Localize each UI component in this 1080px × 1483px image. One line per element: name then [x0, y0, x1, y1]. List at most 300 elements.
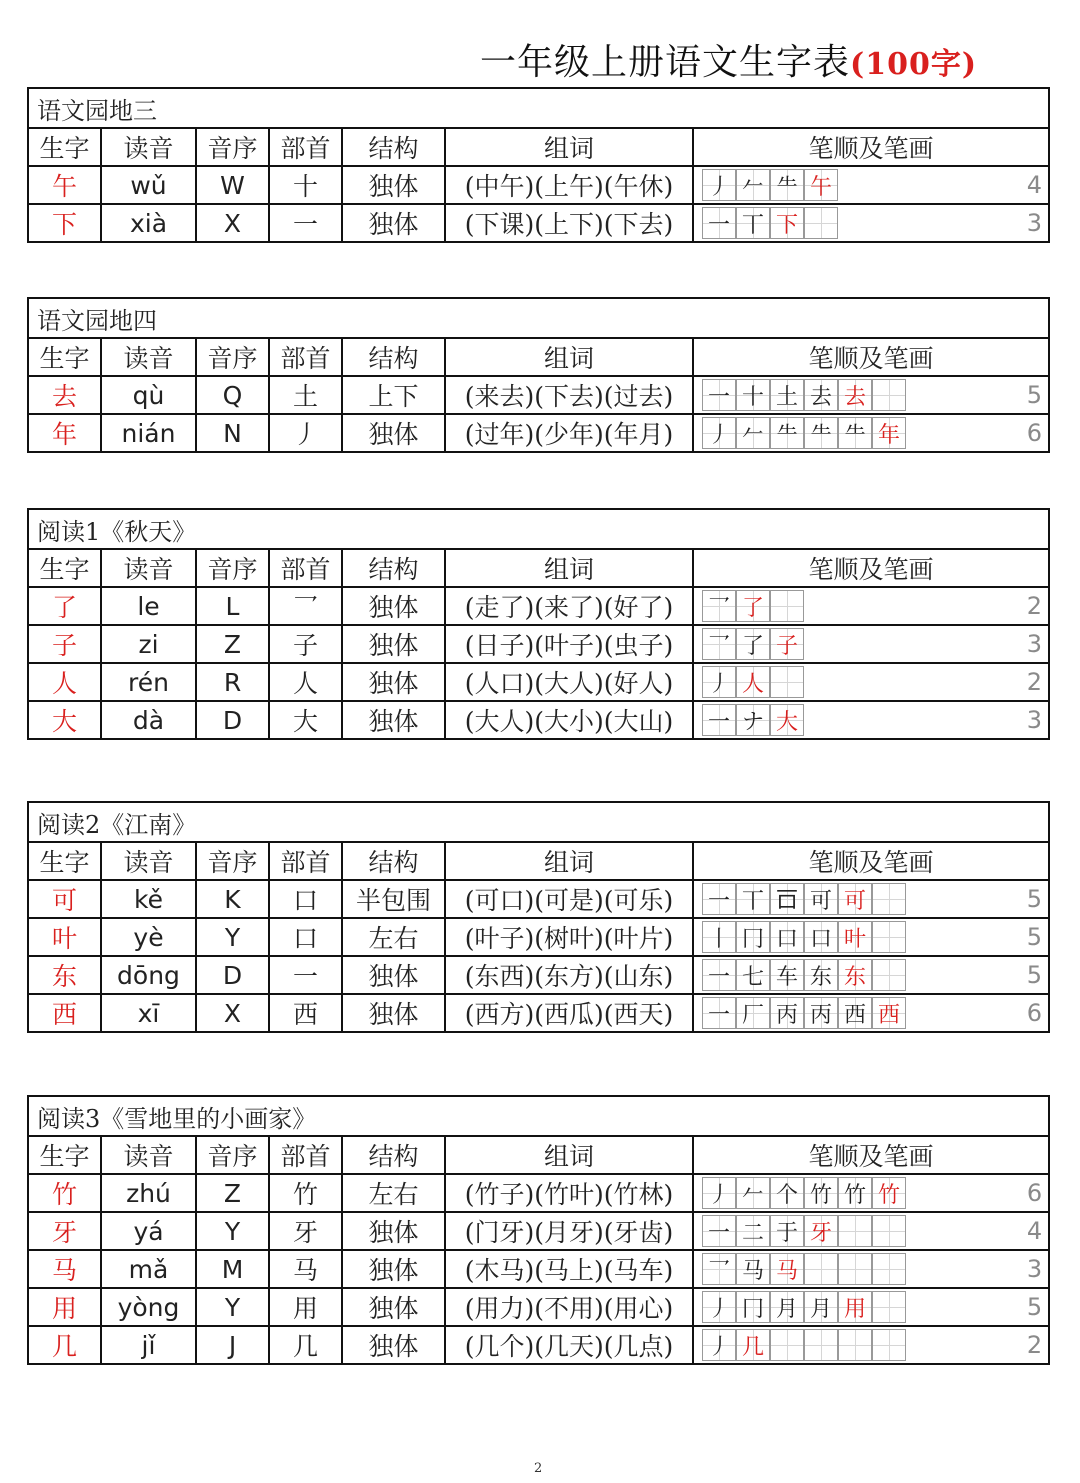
stroke-grid	[702, 1177, 906, 1209]
stroke-order	[693, 956, 1049, 994]
stroke-step	[872, 883, 906, 915]
stroke-step: 去	[838, 379, 872, 411]
column-header-char: 生字	[28, 842, 101, 880]
stroke-step	[770, 1329, 804, 1361]
column-header-char: 生字	[28, 549, 101, 587]
stroke-step: 去	[804, 379, 838, 411]
stroke-step: 竹	[804, 1177, 838, 1209]
stroke-step: 一	[702, 207, 736, 239]
stroke-step: 𠂉	[736, 1177, 770, 1209]
pinyin: qù	[101, 376, 196, 414]
stroke-step: 车	[770, 959, 804, 991]
phonetic-index: W	[196, 166, 269, 204]
column-header-strokes: 笔顺及笔画	[693, 1136, 1049, 1174]
pinyin: zhú	[101, 1174, 196, 1212]
column-header-index: 音序	[196, 549, 269, 587]
stroke-step: 丙	[770, 997, 804, 1029]
pinyin: xī	[101, 994, 196, 1032]
stroke-step: 了	[736, 590, 770, 622]
phonetic-index: K	[196, 880, 269, 918]
structure: 独体	[342, 1212, 445, 1250]
character: 马	[28, 1250, 101, 1288]
title-main: 一年级上册语文生字表	[480, 42, 851, 83]
character: 子	[28, 625, 101, 663]
stroke-step: 西	[872, 997, 906, 1029]
stroke-grid	[702, 921, 906, 953]
radical: 大	[269, 701, 342, 739]
column-header-char: 生字	[28, 338, 101, 376]
stroke-step: 用	[838, 1291, 872, 1323]
stroke-step: ⺧	[770, 169, 804, 201]
table-row	[28, 414, 1049, 452]
stroke-grid	[702, 590, 804, 622]
column-header-structure: 结构	[342, 549, 445, 587]
table-row	[28, 956, 1049, 994]
column-header-words: 组词	[445, 549, 693, 587]
table-row	[28, 204, 1049, 242]
stroke-count: 4	[1026, 171, 1043, 199]
stroke-step	[872, 1253, 906, 1285]
section-title: 语文园地三	[28, 88, 1049, 128]
stroke-step: 口	[804, 921, 838, 953]
stroke-step: 𠂉	[736, 169, 770, 201]
stroke-step: 竹	[838, 1177, 872, 1209]
phonetic-index: L	[196, 587, 269, 625]
radical: 土	[269, 376, 342, 414]
stroke-grid	[702, 997, 906, 1029]
stroke-order	[693, 625, 1049, 663]
stroke-step: 月	[770, 1291, 804, 1323]
character: 竹	[28, 1174, 101, 1212]
structure: 独体	[342, 587, 445, 625]
stroke-step	[804, 1253, 838, 1285]
character: 西	[28, 994, 101, 1032]
stroke-grid	[702, 1215, 906, 1247]
table-row	[28, 1250, 1049, 1288]
stroke-step: 几	[736, 1329, 770, 1361]
table-row	[28, 1288, 1049, 1326]
stroke-step: 冂	[736, 1291, 770, 1323]
structure: 独体	[342, 663, 445, 701]
column-header-pinyin: 读音	[101, 128, 196, 166]
stroke-step: 𠂉	[736, 417, 770, 449]
stroke-step: 丿	[702, 1291, 736, 1323]
stroke-step: 可	[804, 883, 838, 915]
pinyin: jǐ	[101, 1326, 196, 1364]
structure: 独体	[342, 701, 445, 739]
stroke-order	[693, 880, 1049, 918]
word-examples: (来去)(下去)(过去)	[445, 376, 693, 414]
character: 用	[28, 1288, 101, 1326]
phonetic-index: Y	[196, 1288, 269, 1326]
word-examples: (日子)(叶子)(虫子)	[445, 625, 693, 663]
stroke-step: 竹	[872, 1177, 906, 1209]
stroke-step: ナ	[736, 704, 770, 736]
stroke-step: 人	[736, 666, 770, 698]
character: 下	[28, 204, 101, 242]
pinyin: kě	[101, 880, 196, 918]
column-header-strokes: 笔顺及笔画	[693, 338, 1049, 376]
table-row	[28, 880, 1049, 918]
structure: 上下	[342, 376, 445, 414]
phonetic-index: N	[196, 414, 269, 452]
column-header-radical: 部首	[269, 549, 342, 587]
stroke-count: 3	[1026, 209, 1043, 237]
column-header-char: 生字	[28, 1136, 101, 1174]
stroke-grid	[702, 379, 906, 411]
stroke-step: 一	[702, 959, 736, 991]
character: 牙	[28, 1212, 101, 1250]
stroke-step	[872, 1215, 906, 1247]
stroke-order	[693, 1212, 1049, 1250]
column-header-words: 组词	[445, 842, 693, 880]
stroke-step: 马	[770, 1253, 804, 1285]
structure: 独体	[342, 956, 445, 994]
structure: 独体	[342, 1250, 445, 1288]
stroke-step: 子	[770, 628, 804, 660]
stroke-step: 厂	[736, 997, 770, 1029]
stroke-count: 3	[1026, 630, 1043, 658]
phonetic-index: X	[196, 204, 269, 242]
stroke-step: 𠮛	[770, 883, 804, 915]
column-header-strokes: 笔顺及笔画	[693, 128, 1049, 166]
radical: 西	[269, 994, 342, 1032]
stroke-grid	[702, 207, 838, 239]
stroke-step: 冂	[736, 921, 770, 953]
column-header-words: 组词	[445, 338, 693, 376]
column-header-structure: 结构	[342, 1136, 445, 1174]
stroke-grid	[702, 169, 838, 201]
table-row	[28, 376, 1049, 414]
column-header-radical: 部首	[269, 1136, 342, 1174]
stroke-step	[872, 1291, 906, 1323]
section-table	[27, 297, 1050, 453]
stroke-count: 3	[1026, 706, 1043, 734]
phonetic-index: Y	[196, 1212, 269, 1250]
stroke-order	[693, 587, 1049, 625]
stroke-step: 大	[770, 704, 804, 736]
stroke-order	[693, 663, 1049, 701]
stroke-count: 5	[1026, 923, 1043, 951]
stroke-step: 可	[838, 883, 872, 915]
column-header-pinyin: 读音	[101, 549, 196, 587]
stroke-step: 一	[702, 1215, 736, 1247]
stroke-order	[693, 994, 1049, 1032]
word-examples: (下课)(上下)(下去)	[445, 204, 693, 242]
structure: 独体	[342, 1326, 445, 1364]
stroke-step: 年	[872, 417, 906, 449]
section-table	[27, 508, 1050, 740]
pinyin: dà	[101, 701, 196, 739]
title-count: (100字)	[850, 47, 978, 82]
stroke-step: 于	[770, 1215, 804, 1247]
stroke-order	[693, 1174, 1049, 1212]
word-examples: (竹子)(竹叶)(竹林)	[445, 1174, 693, 1212]
section-table	[27, 801, 1050, 1033]
stroke-step	[838, 1253, 872, 1285]
stroke-step: 下	[770, 207, 804, 239]
stroke-order	[693, 414, 1049, 452]
stroke-order	[693, 166, 1049, 204]
stroke-step: 西	[838, 997, 872, 1029]
structure: 独体	[342, 204, 445, 242]
column-header-radical: 部首	[269, 338, 342, 376]
table-row	[28, 918, 1049, 956]
stroke-order	[693, 1250, 1049, 1288]
word-examples: (可口)(可是)(可乐)	[445, 880, 693, 918]
word-examples: (用力)(不用)(用心)	[445, 1288, 693, 1326]
pinyin: xià	[101, 204, 196, 242]
pinyin: mǎ	[101, 1250, 196, 1288]
radical: 一	[269, 204, 342, 242]
structure: 独体	[342, 414, 445, 452]
stroke-grid	[702, 666, 804, 698]
column-header-pinyin: 读音	[101, 842, 196, 880]
stroke-grid	[702, 1329, 906, 1361]
word-examples: (木马)(马上)(马车)	[445, 1250, 693, 1288]
column-header-radical: 部首	[269, 128, 342, 166]
radical: 竹	[269, 1174, 342, 1212]
character: 午	[28, 166, 101, 204]
stroke-step	[872, 379, 906, 411]
pinyin: nián	[101, 414, 196, 452]
radical: 乛	[269, 587, 342, 625]
phonetic-index: J	[196, 1326, 269, 1364]
table-row	[28, 166, 1049, 204]
word-examples: (西方)(西瓜)(西天)	[445, 994, 693, 1032]
stroke-step: ⺧	[804, 417, 838, 449]
character: 了	[28, 587, 101, 625]
stroke-step: 一	[702, 704, 736, 736]
stroke-grid	[702, 1291, 906, 1323]
phonetic-index: Q	[196, 376, 269, 414]
column-header-words: 组词	[445, 128, 693, 166]
character: 东	[28, 956, 101, 994]
pinyin: le	[101, 587, 196, 625]
phonetic-index: D	[196, 956, 269, 994]
radical: 用	[269, 1288, 342, 1326]
column-header-index: 音序	[196, 842, 269, 880]
stroke-step: 土	[770, 379, 804, 411]
column-header-index: 音序	[196, 128, 269, 166]
table-row	[28, 1326, 1049, 1364]
column-header-char: 生字	[28, 128, 101, 166]
word-examples: (中午)(上午)(午休)	[445, 166, 693, 204]
stroke-step: 丿	[702, 417, 736, 449]
character: 人	[28, 663, 101, 701]
word-examples: (人口)(大人)(好人)	[445, 663, 693, 701]
column-header-radical: 部首	[269, 842, 342, 880]
structure: 独体	[342, 1288, 445, 1326]
column-header-pinyin: 读音	[101, 1136, 196, 1174]
stroke-step: 丅	[736, 207, 770, 239]
stroke-order	[693, 1288, 1049, 1326]
stroke-count: 2	[1026, 592, 1043, 620]
stroke-order	[693, 918, 1049, 956]
stroke-count: 4	[1026, 1217, 1043, 1245]
structure: 左右	[342, 918, 445, 956]
stroke-step	[804, 1329, 838, 1361]
structure: 独体	[342, 625, 445, 663]
stroke-grid	[702, 959, 906, 991]
radical: 子	[269, 625, 342, 663]
pinyin: yòng	[101, 1288, 196, 1326]
stroke-step: ⺧	[770, 417, 804, 449]
stroke-order	[693, 376, 1049, 414]
stroke-step: 了	[736, 628, 770, 660]
stroke-step: 乛	[702, 1253, 736, 1285]
stroke-step: 午	[804, 169, 838, 201]
phonetic-index: D	[196, 701, 269, 739]
table-row	[28, 625, 1049, 663]
phonetic-index: Y	[196, 918, 269, 956]
word-examples: (几个)(几天)(几点)	[445, 1326, 693, 1364]
stroke-step: 马	[736, 1253, 770, 1285]
word-examples: (大人)(大小)(大山)	[445, 701, 693, 739]
structure: 独体	[342, 166, 445, 204]
stroke-step	[838, 1215, 872, 1247]
stroke-step: 丿	[702, 1329, 736, 1361]
column-header-pinyin: 读音	[101, 338, 196, 376]
stroke-step: 丿	[702, 169, 736, 201]
character: 大	[28, 701, 101, 739]
section-table	[27, 87, 1050, 243]
section-table	[27, 1095, 1050, 1365]
structure: 独体	[342, 994, 445, 1032]
stroke-grid	[702, 883, 906, 915]
stroke-step: 口	[770, 921, 804, 953]
stroke-count: 5	[1026, 1293, 1043, 1321]
phonetic-index: Z	[196, 625, 269, 663]
stroke-order	[693, 701, 1049, 739]
stroke-count: 2	[1026, 1331, 1043, 1359]
stroke-step: 丅	[736, 883, 770, 915]
pinyin: wǔ	[101, 166, 196, 204]
stroke-step: 丿	[702, 1177, 736, 1209]
stroke-step	[804, 207, 838, 239]
stroke-step	[838, 1329, 872, 1361]
radical: 人	[269, 663, 342, 701]
stroke-step: 二	[736, 1215, 770, 1247]
pinyin: yè	[101, 918, 196, 956]
column-header-structure: 结构	[342, 338, 445, 376]
page-number: 2	[534, 1461, 543, 1476]
column-header-words: 组词	[445, 1136, 693, 1174]
stroke-step	[872, 921, 906, 953]
stroke-grid	[702, 628, 804, 660]
stroke-count: 5	[1026, 885, 1043, 913]
stroke-grid	[702, 1253, 906, 1285]
pinyin: rén	[101, 663, 196, 701]
stroke-count: 2	[1026, 668, 1043, 696]
pinyin: dōng	[101, 956, 196, 994]
stroke-order	[693, 204, 1049, 242]
phonetic-index: Z	[196, 1174, 269, 1212]
stroke-step: 个	[770, 1177, 804, 1209]
section-title: 语文园地四	[28, 298, 1049, 338]
column-header-strokes: 笔顺及笔画	[693, 842, 1049, 880]
word-examples: (过年)(少年)(年月)	[445, 414, 693, 452]
stroke-count: 6	[1026, 999, 1043, 1027]
stroke-step: 乛	[702, 628, 736, 660]
radical: 口	[269, 918, 342, 956]
stroke-order	[693, 1326, 1049, 1364]
stroke-step: 丨	[702, 921, 736, 953]
word-examples: (叶子)(树叶)(叶片)	[445, 918, 693, 956]
table-row	[28, 994, 1049, 1032]
word-examples: (走了)(来了)(好了)	[445, 587, 693, 625]
character: 叶	[28, 918, 101, 956]
phonetic-index: R	[196, 663, 269, 701]
radical: 丿	[269, 414, 342, 452]
stroke-step: 牙	[804, 1215, 838, 1247]
pinyin: zi	[101, 625, 196, 663]
character: 去	[28, 376, 101, 414]
character: 可	[28, 880, 101, 918]
character: 年	[28, 414, 101, 452]
section-title: 阅读2《江南》	[28, 802, 1049, 842]
stroke-step: ⺧	[838, 417, 872, 449]
table-row	[28, 587, 1049, 625]
stroke-step: 东	[804, 959, 838, 991]
radical: 十	[269, 166, 342, 204]
stroke-grid	[702, 704, 804, 736]
stroke-step	[872, 1329, 906, 1361]
radical: 牙	[269, 1212, 342, 1250]
section-title: 阅读3《雪地里的小画家》	[28, 1096, 1049, 1136]
word-examples: (门牙)(月牙)(牙齿)	[445, 1212, 693, 1250]
table-row	[28, 663, 1049, 701]
word-examples: (东西)(东方)(山东)	[445, 956, 693, 994]
page-title	[480, 34, 977, 85]
column-header-strokes: 笔顺及笔画	[693, 549, 1049, 587]
stroke-count: 5	[1026, 961, 1043, 989]
stroke-step	[770, 590, 804, 622]
structure: 左右	[342, 1174, 445, 1212]
structure: 半包围	[342, 880, 445, 918]
character: 几	[28, 1326, 101, 1364]
pinyin: yá	[101, 1212, 196, 1250]
stroke-step: 十	[736, 379, 770, 411]
column-header-index: 音序	[196, 338, 269, 376]
column-header-index: 音序	[196, 1136, 269, 1174]
table-row	[28, 1174, 1049, 1212]
stroke-step: 乛	[702, 590, 736, 622]
stroke-step: 一	[702, 379, 736, 411]
stroke-step: 叶	[838, 921, 872, 953]
radical: 几	[269, 1326, 342, 1364]
radical: 马	[269, 1250, 342, 1288]
table-row	[28, 1212, 1049, 1250]
column-header-structure: 结构	[342, 842, 445, 880]
phonetic-index: X	[196, 994, 269, 1032]
radical: 口	[269, 880, 342, 918]
stroke-step	[770, 666, 804, 698]
stroke-count: 6	[1026, 1179, 1043, 1207]
stroke-step: 丿	[702, 666, 736, 698]
stroke-step	[872, 959, 906, 991]
table-row	[28, 701, 1049, 739]
stroke-count: 3	[1026, 1255, 1043, 1283]
stroke-step: 丙	[804, 997, 838, 1029]
stroke-step: 一	[702, 883, 736, 915]
column-header-structure: 结构	[342, 128, 445, 166]
stroke-step: 东	[838, 959, 872, 991]
phonetic-index: M	[196, 1250, 269, 1288]
stroke-step: 七	[736, 959, 770, 991]
stroke-grid	[702, 417, 906, 449]
section-title: 阅读1《秋天》	[28, 509, 1049, 549]
